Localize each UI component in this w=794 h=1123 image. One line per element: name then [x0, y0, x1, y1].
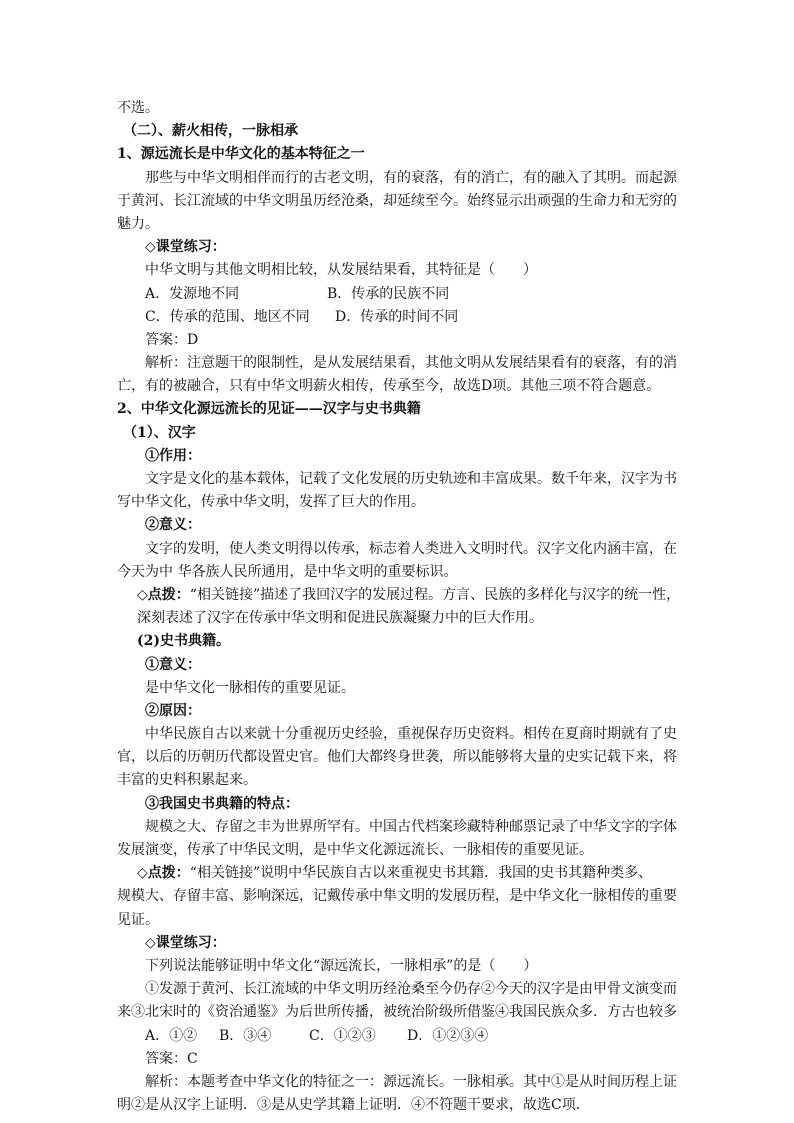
paragraph-line: 规模之大、存留之丰为世界所罕有。中国古代档案珍藏特种邮票记录了中华文字的字体 [145, 818, 677, 835]
tip-line: 见证。 [117, 911, 159, 928]
options-row [117, 1025, 687, 1048]
text-line: 不选。 [117, 100, 159, 116]
paragraph-line: 是中华文化一脉相传的重要见证。 [145, 679, 355, 696]
document-body [117, 97, 687, 1117]
answer: 答案：D [145, 331, 199, 348]
tip-line [117, 584, 687, 607]
options-row [117, 283, 687, 306]
section-heading: （二）、薪火相传，一脉相承 [123, 123, 298, 140]
option-a: A．发源地不同 [145, 285, 240, 302]
paragraph-line: 那些与中华文明相伴而行的古老文明，有的衰落，有的消亡，有的融入了其明。而起源 [145, 169, 677, 186]
subheading: （1）、汉字 [123, 424, 196, 441]
paragraph-line: 中华民族自古以来就十分重视历史经验，重视保存历史资料。相传在夏商时期就有了史 [145, 726, 677, 743]
heading-2: 2、中华文化源远流长的见证——汉字与史书典籍 [117, 401, 421, 418]
statement-line: ①发源于黄河、长江流域的中华文明历经沧桑至今仍存②今天的汉字是由甲骨文演变而 [145, 981, 677, 998]
exercise-title: ◇课堂练习： [145, 239, 226, 256]
option-c: C．传承的范围、地区不同 [145, 308, 310, 325]
paragraph-line: 发展演变，传承了中华民文明，是中华文化源远流长、一脉相传的重要见证。 [117, 842, 593, 858]
explanation-line: 解析：注意题干的限制性，是从发展结果看，其他文明从发展结果看有的衰落，有的消 [145, 355, 677, 372]
paragraph-line: 于黄河、长江流域的中华文明虽历经沧桑，却延续至今。始终显示出顽强的生命力和无穷的 [117, 192, 677, 209]
option-c: C．①②③ [309, 1027, 376, 1044]
statement-line: 来③北宋时的《资治通鉴》为后世所传播，被统治阶级所借鉴④我国民族众多．方古也较多 [117, 1004, 677, 1021]
explanation-line: 解析：本题考查中华文化的特征之一：源远流长。一脉相承。其中①是从时间历程上证 [145, 1073, 677, 1090]
question: 中华文明与其他文明相比较，从发展结果看，其特征是（ ） [145, 262, 537, 279]
tip-line [117, 862, 687, 885]
exercise-title: ◇课堂练习： [145, 934, 226, 951]
paragraph-line: 文字的发明，使人类文明得以传承，标志着人类进入文明时代。汉字文化内涵丰富，在 [145, 540, 677, 557]
point-title: ③我国史书典籍的特点： [145, 795, 299, 812]
tip-text: “相关链接”描述了我回汉字的发展过程。方言、民族的多样化与汉字的统一性， [189, 586, 681, 603]
option-b: B．③④ [219, 1027, 272, 1044]
options-row [117, 306, 687, 329]
subheading: (2)史书典籍。 [137, 633, 230, 650]
explanation-line: 亡，有的被融合，只有中华文明薪火相传，传承至今，故选D项。其他三项不符合题意。 [117, 378, 661, 395]
paragraph-line: 今天为中 华各族人民所通用，是中华文明的重要标识。 [117, 563, 458, 580]
point-title: ②意义： [145, 517, 201, 534]
option-a: A．①② [145, 1027, 198, 1044]
paragraph-line: 魅力。 [117, 215, 159, 232]
option-b: B．传承的民族不同 [327, 285, 450, 302]
paragraph-line: 丰富的史料积累起来。 [117, 772, 257, 789]
tip-label: ◇点拨： [137, 586, 190, 603]
point-title: ①意义： [145, 656, 201, 673]
option-d: D．传承的时间不同 [335, 308, 459, 325]
heading-1: 1、源远流长是中华文化的基本特征之一 [117, 146, 365, 163]
explanation-line: 明②是从汉字上证明．③是从史学其籍上证明．④不符题干要求，故选C项． [117, 1097, 590, 1114]
tip-line: 深刻表述了汉字在传承中华文明和促进民族凝聚力中的巨大作用。 [137, 610, 543, 627]
point-title: ①作用： [145, 447, 201, 464]
option-d: D．①②③④ [407, 1027, 489, 1044]
paragraph-line: 文字是文化的基本载体，记载了文化发展的历史轨迹和丰富成果。数千年来，汉字为书 [145, 471, 677, 487]
answer: 答案：C [145, 1050, 198, 1067]
question: 下列说法能够证明中华文化“源远流长，一脉相承”的是（ ） [145, 957, 538, 974]
tip-text: “相关链接”说明中华民族自古以来重视史书其籍．我国的史书其籍种类多、 [189, 865, 653, 882]
paragraph-line: 写中华文化，传承中华文明，发挥了巨大的作用。 [117, 494, 425, 511]
point-title: ②原因： [145, 702, 201, 719]
paragraph-line: 官，以后的历朝历代都设置史官。他们大都终身世袭，所以能够将大量的史实记载下来，将 [117, 749, 677, 766]
tip-label: ◇点拨： [137, 865, 190, 882]
tip-line: 规模大、存留丰富、影响深远，记戴传承中隼文明的发展历程，是中华文化一脉相传的重要 [117, 888, 677, 905]
